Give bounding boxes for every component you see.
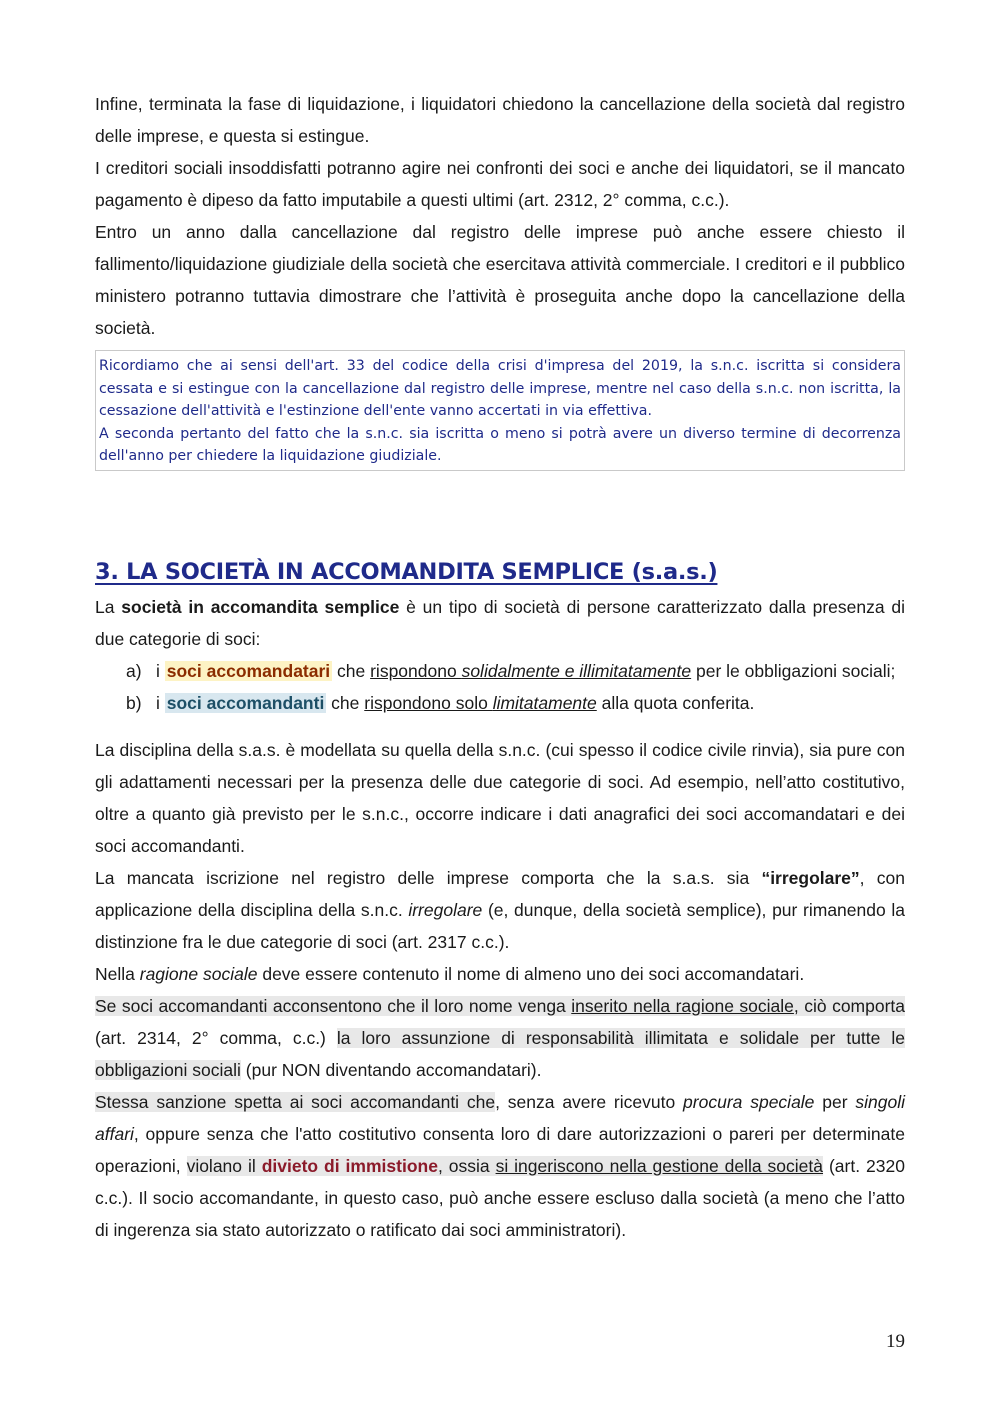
partner-categories-list <box>95 655 905 719</box>
paragraph-discipline: La disciplina della s.a.s. è modellata su quella della s.n.c. (cui spesso il codice civile rinvia), sia pure con gli adattamenti necessari per la presenza delle due categorie di soci. Ad esempio, nell’atto costitutivo, oltre a quanto già previsto per le s.n.c., occorre indicare i dati anagrafici dei soci accomandatari e dei soci accomandanti. <box>95 739 905 856</box>
text: , oppure senza che l'atto costitutivo consenta loro di dare autorizzazioni o pareri per determinate operazioni, <box>95 1123 905 1176</box>
term-divieto-immistione: divieto di immistione <box>261 1155 438 1176</box>
page-number: 19 <box>886 1331 905 1352</box>
highlighted-text: , ossia <box>437 1155 496 1176</box>
note-line-2: A seconda pertanto del fatto che la s.n.c. sia iscritta o meno si potrà avere un diverso termine di decorrenza dell'anno per chiedere la liquidazione giudiziale. <box>99 425 901 464</box>
highlight-accomandanti: soci accomandanti <box>166 692 325 713</box>
underlined-text <box>364 693 597 713</box>
term-sas: società in accomandita semplice <box>121 596 400 617</box>
text: alla quota conferita. <box>596 692 755 713</box>
paragraph-name-consent <box>95 990 905 1086</box>
text: La mancata iscrizione nel registro delle imprese comporta che la s.a.s. sia <box>95 867 762 888</box>
paragraph-company-name <box>95 958 905 990</box>
italic-text: solidalmente e illimitatamente <box>461 660 692 681</box>
list-marker: b) <box>126 692 142 713</box>
paragraph-creditors: I creditori sociali insoddisfatti potranno agire nei confronti dei soci e anche dei liquidatori, se il mancato pagamento è dipeso da fatto imputabile a questi ultimi (art. 2312, 2° comma, c.c.). <box>95 158 905 210</box>
paragraph-definition <box>95 591 905 655</box>
italic-text: limitatamente <box>492 692 597 713</box>
paragraph-irregular <box>95 862 905 958</box>
section-heading: 3. LA SOCIETÀ IN ACCOMANDITA SEMPLICE (s.a.s.) <box>95 558 718 585</box>
highlighted-text: la loro assunzione di responsabilità illimitata e solidale per tutte le obbligazioni sociali <box>95 1027 906 1080</box>
page-content <box>95 88 905 1246</box>
underlined-text: si ingeriscono nella gestione della società <box>495 1155 824 1176</box>
text: per le obbligazioni sociali; <box>691 660 896 681</box>
text: rispondono <box>370 660 462 681</box>
italic-text: procura speciale <box>683 1091 815 1112</box>
term-irregolare: “irregolare” <box>761 867 860 888</box>
text: La <box>95 596 122 617</box>
list-item-accomandanti <box>126 687 905 719</box>
italic-text: ragione sociale <box>139 963 258 984</box>
italic-text: singoli affari <box>95 1091 905 1144</box>
text: Nella <box>95 963 140 984</box>
list-marker: a) <box>126 660 142 681</box>
note-line-1: Ricordiamo che ai sensi dell'art. 33 del codice della crisi d'impresa del 2019, la s.n.c. iscritta si considera cessata e si estingue con la cancellazione dal registro delle imprese, mentre nel caso della s.n.c. non iscritta, la cessazione dell'attività e l'estinzione dell'ente vanno accertati in via effettiva. <box>99 358 901 419</box>
text: che <box>326 692 365 713</box>
list-item-accomandatari <box>126 655 905 687</box>
text: è un tipo di società di persone caratterizzato dalla presenza di due categorie di soci: <box>95 596 905 649</box>
paragraph-bankruptcy: Entro un anno dalla cancellazione dal registro delle imprese può anche essere chiesto il fallimento/liquidazione giudiziale della società che esercitava attività commerciale. I creditori e il pubblico ministero potranno tuttavia dimostrare che l’attività è proseguita anche dopo la cancellazione della società. <box>95 222 905 338</box>
text: , con applicazione della disciplina della s.n.c. <box>95 867 905 920</box>
highlighted-text: Stessa sanzione spetta ai soci accomandanti che <box>95 1091 496 1112</box>
text: i <box>156 660 165 681</box>
italic-text: irregolare <box>408 899 483 920</box>
underlined-text <box>370 661 691 681</box>
text: (art. 2314, 2° comma, c.c.) <box>95 1027 337 1048</box>
highlighted-text: violano il <box>186 1155 262 1176</box>
spacer <box>95 719 905 734</box>
text: (e, dunque, della società semplice), pur rimanendo la distinzione fra le due categorie di soci (art. 2317 c.c.). <box>95 899 905 952</box>
paragraph-liquidation: Infine, terminata la fase di liquidazione, i liquidatori chiedono la cancellazione della società dal registro delle imprese, e questa si estingue. <box>95 94 905 146</box>
highlighted-text: Se soci accomandanti acconsentono che il loro nome venga <box>95 995 572 1016</box>
text: i <box>156 692 165 713</box>
underlined-text: inserito nella ragione sociale <box>571 995 794 1016</box>
paragraph-sanction <box>95 1086 905 1246</box>
note-box <box>95 350 905 471</box>
highlight-accomandatari: soci accomandatari <box>166 660 331 681</box>
text: per <box>814 1091 856 1112</box>
text: (art. 2320 c.c.). Il socio accomandante, in questo caso, può anche essere escluso dalla società (a meno che l’atto di ingerenza sia stato autorizzato o ratificato dai soci amministratori). <box>95 1155 905 1240</box>
text: che <box>332 660 371 681</box>
text: (pur NON diventando accomandatari). <box>240 1059 542 1080</box>
text: rispondono solo <box>364 692 493 713</box>
text: deve essere contenuto il nome di almeno uno dei soci accomandatari. <box>257 963 805 984</box>
highlighted-text: , ciò comporta <box>793 995 906 1016</box>
text: , senza avere ricevuto <box>495 1091 684 1112</box>
